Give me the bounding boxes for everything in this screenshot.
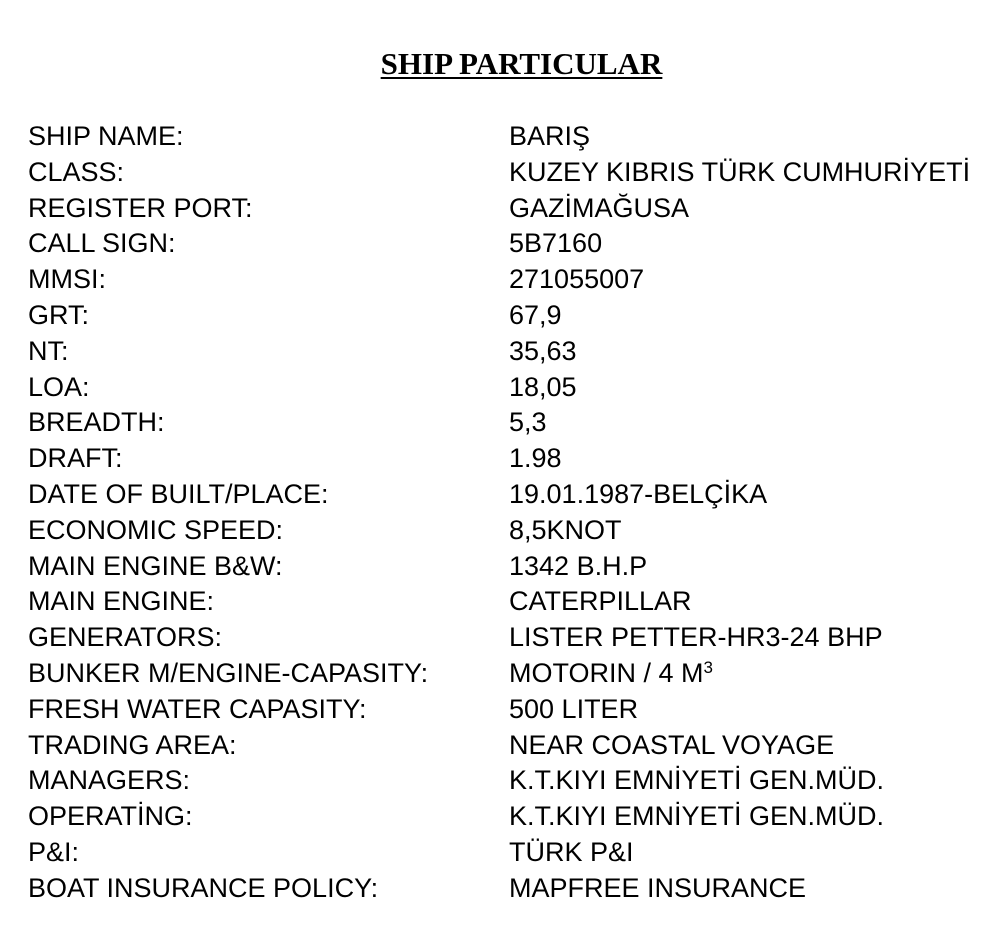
particular-row-register-port [28, 191, 1000, 227]
particular-value: 35,63 [509, 335, 577, 366]
particular-value: BARIŞ [509, 121, 591, 151]
particular-row-economic-speed [28, 513, 1000, 549]
particular-value: 1342 B.H.P [509, 550, 648, 581]
particular-value: K.T.KIYI EMNİYETİ GEN.MÜD. [509, 765, 885, 796]
particular-value: NEAR COASTAL VOYAGE [509, 729, 835, 760]
particular-label: MMSI: [28, 264, 106, 295]
particular-value: 1.98 [509, 443, 562, 474]
particular-value: 5B7160 [509, 228, 603, 259]
particular-row-ship-name [28, 119, 1000, 155]
particular-value: TÜRK P&I [509, 836, 634, 867]
particular-row-breadth [28, 405, 1000, 441]
particular-row-class [28, 155, 1000, 191]
particular-row-boat-insurance-policy [28, 871, 1000, 907]
particular-value: GAZİMAĞUSA [509, 192, 690, 223]
particular-label: MANAGERS: [28, 765, 191, 796]
particular-label: BREADTH: [28, 407, 165, 438]
particular-label: TRADING AREA: [28, 729, 237, 760]
particular-row-fresh-water-capacity [28, 692, 1000, 728]
particular-row-generators [28, 620, 1000, 656]
particular-row-mmsi [28, 262, 1000, 298]
particular-value [509, 656, 713, 692]
particular-label: BOAT INSURANCE POLICY: [28, 872, 379, 903]
particular-label: DRAFT: [28, 443, 123, 474]
particular-label: P&I: [28, 836, 80, 867]
particular-label: SHIP NAME: [28, 121, 184, 151]
particular-value: 500 LITER [509, 693, 639, 724]
particular-row-operating [28, 799, 1000, 835]
particular-label: REGISTER PORT: [28, 192, 253, 223]
particular-value-text: MOTORIN / 4 M [509, 657, 704, 688]
particular-value: 18,05 [509, 371, 577, 402]
particular-label: NT: [28, 335, 69, 366]
particular-value: 271055007 [509, 264, 645, 295]
particular-label: GRT: [28, 299, 90, 330]
particular-row-p-and-i [28, 835, 1000, 871]
particular-label: CLASS: [28, 156, 125, 187]
particular-label: LOA: [28, 371, 90, 402]
particular-value: K.T.KIYI EMNİYETİ GEN.MÜD. [509, 801, 885, 832]
particular-label: FRESH WATER CAPASITY: [28, 693, 367, 724]
particular-row-managers [28, 763, 1000, 799]
particular-row-main-engine [28, 584, 1000, 620]
particular-label: BUNKER M/ENGINE-CAPASITY: [28, 657, 429, 688]
particular-row-nt [28, 334, 1000, 370]
document-title: SHIP PARTICULAR [380, 46, 663, 81]
particular-label: MAIN ENGINE: [28, 586, 215, 617]
particular-label: MAIN ENGINE B&W: [28, 550, 283, 581]
particular-row-main-engine-bw [28, 549, 1000, 585]
particular-value: 19.01.1987-BELÇİKA [509, 478, 768, 509]
particular-row-grt [28, 298, 1000, 334]
particular-label: GENERATORS: [28, 622, 223, 653]
particular-label: CALL SIGN: [28, 228, 176, 259]
particular-row-call-sign [28, 226, 1000, 262]
particular-row-draft [28, 441, 1000, 477]
particular-value: KUZEY KIBRIS TÜRK CUMHURİYETİ [509, 156, 971, 187]
particular-row-date-of-built [28, 477, 1000, 513]
particular-label: DATE OF BUILT/PLACE: [28, 478, 329, 509]
particular-value: CATERPILLAR [509, 586, 692, 617]
unit-superscript: 3 [703, 657, 713, 677]
particular-value: LISTER PETTER-HR3-24 BHP [509, 622, 883, 653]
particular-value: MAPFREE INSURANCE [509, 872, 807, 903]
particular-row-loa [28, 370, 1000, 406]
particular-value: 67,9 [509, 299, 562, 330]
particular-label: ECONOMIC SPEED: [28, 514, 284, 545]
particular-row-bunker-capacity [28, 656, 1000, 692]
particular-label: OPERATİNG: [28, 801, 193, 832]
particulars-list [28, 119, 1000, 907]
particular-value: 8,5KNOT [509, 514, 622, 545]
particular-value: 5,3 [509, 407, 547, 438]
particular-row-trading-area [28, 728, 1000, 764]
